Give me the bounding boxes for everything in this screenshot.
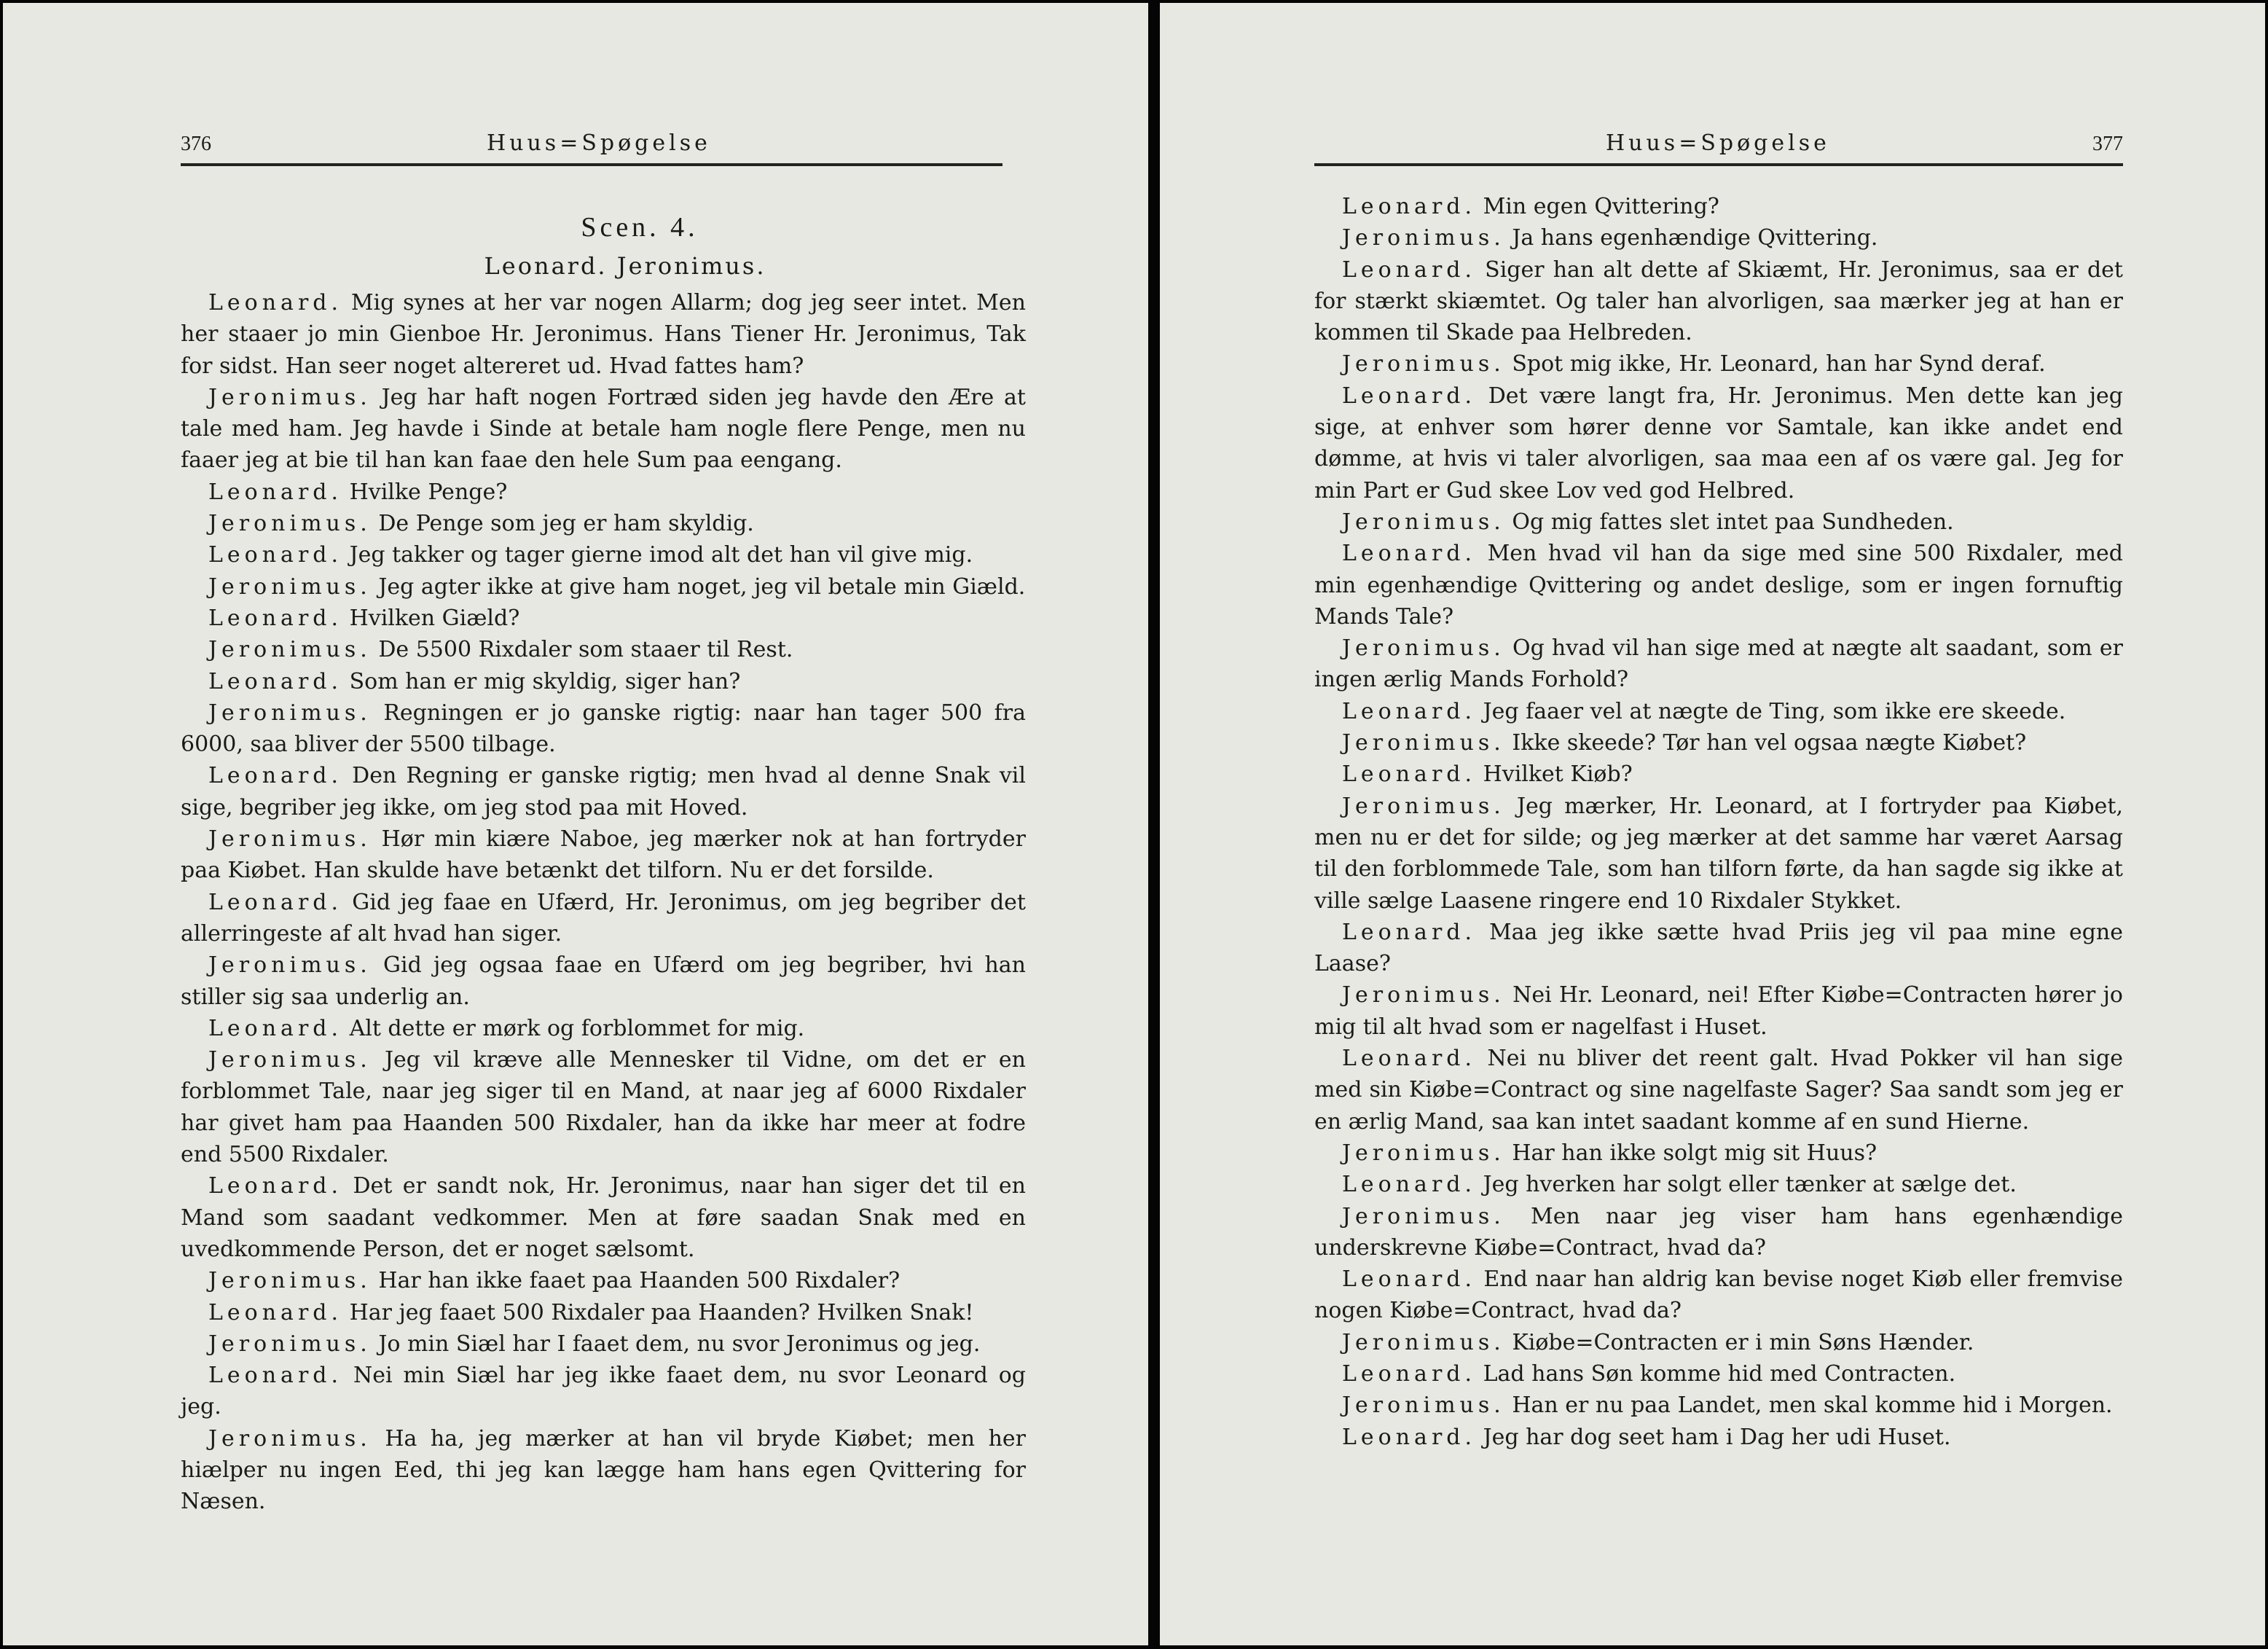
- dialogue-line: [181, 1170, 1026, 1265]
- speaker-name: Leonard.: [1342, 1424, 1477, 1450]
- speaker-name: Leonard.: [1342, 541, 1477, 567]
- speaker-name: Leonard.: [1342, 1360, 1477, 1387]
- speaker-name: Jeronimus.: [208, 637, 372, 663]
- running-title: Huus=Spøgelse: [487, 130, 711, 156]
- speaker-name: Jeronimus.: [208, 826, 372, 853]
- dialogue-line: [181, 1265, 1026, 1296]
- dialogue-text: Spot mig ikke, Hr. Leonard, han har Synd deraf.: [1512, 351, 2046, 377]
- dialogue-text: Nei Hr. Leonard, nei! Efter Kiøbe=Contracten hører jo mig til alt hvad som er nagelfast i Huset.: [1314, 982, 2123, 1040]
- speaker-name: Leonard.: [208, 1015, 343, 1041]
- dialogue-line: [1314, 727, 2123, 759]
- speaker-name: Leonard.: [208, 1363, 343, 1389]
- dialogue-text: Kiøbe=Contracten er i min Søns Hænder.: [1512, 1329, 1974, 1355]
- dialogue-list: [1314, 191, 2123, 1453]
- dialogue-text: De 5500 Rixdaler som staaer til Rest.: [378, 637, 793, 663]
- dialogue-line: [181, 1013, 1026, 1044]
- dialogue-line: [181, 760, 1026, 823]
- dialogue-line: [1314, 759, 2123, 790]
- dialogue-line: [1314, 632, 2123, 696]
- speaker-name: Leonard.: [208, 1299, 343, 1325]
- speaker-name: Leonard.: [1342, 919, 1477, 945]
- dialogue-line: [1314, 1390, 2123, 1421]
- dialogue-line: [1314, 979, 2123, 1043]
- dialogue-text: Og hvad vil han sige med at nægte alt saadant, som er ingen ærlig Mands Forhold?: [1314, 635, 2123, 693]
- speaker-name: Leonard.: [1342, 383, 1477, 409]
- dialogue-text: Ja hans egenhændige Qvittering.: [1512, 225, 1878, 251]
- speaker-name: Leonard.: [208, 290, 343, 316]
- dialogue-text: Mig synes at her var nogen Allarm; dog jeg seer intet. Men her staaer jo min Gienboe Hr. Jeronimus. Hans Tiener Hr. Jeronimus, Tak for sidst. Han seer noget altereret ud. Hvad fattes ham?: [181, 290, 1026, 379]
- dialogue-line: [181, 287, 1026, 382]
- page-number: 377: [2092, 133, 2123, 155]
- dialogue-list: [181, 287, 1026, 1518]
- right-page-header: [1314, 127, 2123, 166]
- dialogue-text: Men naar jeg viser ham hans egenhændige underskrevne Kiøbe=Contract, hvad da?: [1314, 1203, 2123, 1261]
- dialogue-text: Hør min kiære Naboe, jeg mærker nok at han fortryder paa Kiøbet. Han skulde have betænkt det tilforn. Nu er det forsilde.: [181, 826, 1026, 884]
- dialogue-text: Gid jeg ogsaa faae en Ufærd om jeg begriber, hvi han stiller sig saa underlig an.: [181, 952, 1026, 1010]
- dialogue-line: [1314, 1043, 2123, 1137]
- speaker-name: Leonard.: [1342, 1172, 1477, 1198]
- dialogue-line: [181, 823, 1026, 887]
- dialogue-line: [1314, 254, 2123, 349]
- speaker-name: Jeronimus.: [208, 1047, 372, 1073]
- dialogue-text: Alt dette er mørk og forblommet for mig.: [349, 1015, 805, 1041]
- dialogue-line: [181, 571, 1026, 603]
- dialogue-line: [1314, 191, 2123, 222]
- dialogue-text: Ha ha, jeg mærker at han vil bryde Kiøbet; men her hiælper nu ingen Eed, thi jeg kan lægge ham hans egen Qvittering for Næsen.: [181, 1425, 1027, 1515]
- speaker-name: Jeronimus.: [208, 952, 372, 979]
- dialogue-line: [181, 1423, 1026, 1518]
- speaker-name: Jeronimus.: [208, 573, 372, 600]
- speaker-name: Leonard.: [208, 479, 343, 505]
- dialogue-text: Det være langt fra, Hr. Jeronimus. Men dette kan jeg sige, at enhver som hører denne vor Samtale, kan ikke andet end dømme, at hvis vi taler alvorligen, saa maa een af os være gal. Jeg for min Part er Gud skee Lov ved god Helbred.: [1314, 383, 2123, 504]
- dialogue-text: Lad hans Søn komme hid med Contracten.: [1483, 1360, 1956, 1387]
- speaker-name: Jeronimus.: [208, 384, 372, 410]
- dialogue-text: Ikke skeede? Tør han vel ogsaa nægte Kiøbet?: [1512, 730, 2027, 756]
- speaker-name: Jeronimus.: [208, 1331, 372, 1357]
- speaker-name: Jeronimus.: [1342, 1140, 1505, 1166]
- dialogue-line: [181, 1328, 1026, 1360]
- right-page: [1160, 3, 2265, 1645]
- speaker-name: Leonard.: [1342, 698, 1477, 724]
- left-page: [3, 3, 1148, 1645]
- dialogue-text: Siger han alt dette af Skiæmt, Hr. Jeronimus, saa er det for stærkt skiæmtet. Og taler han alvorligen, saa mærker jeg at han er kommen til Skade paa Helbreden.: [1314, 256, 2123, 346]
- dialogue-line: [1314, 696, 2123, 727]
- dialogue-text: Hvilken Giæld?: [349, 605, 520, 631]
- dialogue-line: [181, 949, 1026, 1013]
- speaker-name: Jeronimus.: [1342, 635, 1505, 662]
- dialogue-text: Hvilke Penge?: [349, 479, 508, 505]
- dialogue-text: Jo min Siæl har I faaet dem, nu svor Jeronimus og jeg.: [378, 1331, 981, 1357]
- dialogue-text: Har han ikke solgt mig sit Huus?: [1512, 1140, 1877, 1166]
- dialogue-line: [181, 697, 1026, 761]
- dialogue-text: Regningen er jo ganske rigtig: naar han tager 500 fra 6000, saa bliver der 5500 tilbage.: [181, 700, 1026, 758]
- dialogue-line: [1314, 1422, 2123, 1453]
- dialogue-text: Som han er mig skyldig, siger han?: [349, 668, 741, 694]
- speaker-name: Leonard.: [1342, 1266, 1477, 1293]
- dialogue-text: Den Regning er ganske rigtig; men hvad al denne Snak vil sige, begriber jeg ikke, om jeg stod paa mit Hoved.: [181, 763, 1026, 820]
- dialogue-text: Han er nu paa Landet, men skal komme hid i Morgen.: [1512, 1393, 2113, 1419]
- speaker-name: Leonard.: [208, 1173, 343, 1199]
- speaker-name: Jeronimus.: [1342, 1393, 1505, 1419]
- dialogue-line: [1314, 917, 2123, 980]
- dialogue-line: [1314, 1358, 2123, 1390]
- dialogue-line: [1314, 791, 2123, 917]
- dialogue-text: Har jeg faaet 500 Rixdaler paa Haanden? Hvilken Snak!: [349, 1299, 974, 1325]
- dialogue-text: Jeg hverken har solgt eller tænker at sælge det.: [1483, 1172, 2017, 1198]
- dialogue-line: [181, 1360, 1026, 1423]
- dialogue-text: Jeg faaer vel at nægte de Ting, som ikke ere skeede.: [1483, 698, 2066, 724]
- speaker-name: Jeronimus.: [1342, 730, 1505, 756]
- dialogue-line: [1314, 538, 2123, 632]
- speaker-name: Jeronimus.: [1342, 1329, 1505, 1355]
- dialogue-text: Min egen Qvittering?: [1483, 194, 1719, 219]
- dialogue-text: End naar han aldrig kan bevise noget Kiøb eller fremvise nogen Kiøbe=Contract, hvad da?: [1314, 1266, 2123, 1324]
- dialogue-line: [1314, 1327, 2123, 1358]
- right-page-body: [1314, 191, 2123, 1453]
- dialogue-line: [1314, 506, 2123, 538]
- dialogue-line: [181, 477, 1026, 508]
- dialogue-text: Hvilket Kiøb?: [1483, 761, 1633, 788]
- dialogue-line: [181, 887, 1026, 950]
- dialogue-line: [1314, 380, 2123, 506]
- dialogue-line: [1314, 222, 2123, 254]
- speaker-name: Jeronimus.: [1342, 509, 1505, 535]
- running-title: Huus=Spøgelse: [1606, 130, 1830, 156]
- dialogue-text: Jeg har dog seet ham i Dag her udi Huset.: [1483, 1424, 1951, 1450]
- speaker-name: Leonard.: [1342, 194, 1477, 219]
- dialogue-text: Jeg agter ikke at give ham noget, jeg vil betale min Giæld.: [378, 573, 1026, 600]
- speaker-name: Leonard.: [1342, 761, 1477, 788]
- dialogue-text: Jeg har haft nogen Fortræd siden jeg havde den Ære at tale med ham. Jeg havde i Sinde at betale ham nogle flere Penge, men nu faaer jeg at bie til han kan faae den hele Sum paa eengang.: [181, 384, 1026, 474]
- dialogue-line: [181, 603, 1026, 634]
- speaker-name: Jeronimus.: [1342, 982, 1505, 1008]
- speaker-name: Leonard.: [208, 668, 343, 694]
- speaker-name: Leonard.: [1342, 1046, 1477, 1072]
- speaker-name: Leonard.: [208, 542, 343, 568]
- dialogue-text: Men hvad vil han da sige med sine 500 Rixdaler, med min egenhændige Qvittering og andet deslige, som er ingen fornuftig Mands Tale?: [1314, 541, 2123, 630]
- dialogue-line: [181, 634, 1026, 665]
- dialogue-line: [1314, 1137, 2123, 1169]
- dialogue-line: [181, 666, 1026, 697]
- page-number: 376: [181, 133, 211, 155]
- speaker-name: Jeronimus.: [208, 700, 372, 726]
- dialogue-line: [1314, 1169, 2123, 1200]
- left-page-header: [181, 127, 1002, 166]
- dialogue-text: Jeg takker og tager gierne imod alt det han vil give mig.: [349, 542, 973, 568]
- speaker-name: Jeronimus.: [208, 1425, 372, 1452]
- dialogue-text: Nei nu bliver det reent galt. Hvad Pokker vil han sige med sin Kiøbe=Contract og sine nagelfaste Sager? Saa sandt som jeg er en ærlig Mand, saa kan intet saadant komme af en sund Hierne.: [1314, 1046, 2123, 1135]
- dialogue-line: [181, 382, 1026, 477]
- speaker-name: Jeronimus.: [208, 511, 372, 537]
- dialogue-text: Nei min Siæl har jeg ikke faaet dem, nu svor Leonard og jeg.: [181, 1363, 1026, 1420]
- speaker-name: Leonard.: [208, 763, 343, 789]
- dialogue-line: [1314, 1201, 2123, 1264]
- scene-title: Scen. 4.: [581, 212, 699, 243]
- dialogue-line: [181, 539, 1026, 571]
- speaker-name: Leonard.: [1342, 256, 1477, 283]
- scene-cast: Leonard. Jeronimus.: [484, 252, 766, 280]
- dialogue-text: Gid jeg faae en Ufærd, Hr. Jeronimus, om jeg begriber det allerringeste af alt hvad han siger.: [181, 889, 1026, 947]
- dialogue-text: Maa jeg ikke sætte hvad Priis jeg vil paa mine egne Laase?: [1314, 919, 2123, 977]
- dialogue-text: Og mig fattes slet intet paa Sundheden.: [1512, 509, 1954, 535]
- speaker-name: Jeronimus.: [1342, 793, 1505, 819]
- dialogue-line: [181, 508, 1026, 539]
- left-page-body: [181, 207, 1026, 1518]
- speaker-name: Leonard.: [208, 889, 343, 915]
- speaker-name: Jeronimus.: [1342, 1203, 1505, 1229]
- dialogue-text: Har han ikke faaet paa Haanden 500 Rixdaler?: [378, 1268, 900, 1294]
- speaker-name: Leonard.: [208, 605, 343, 631]
- dialogue-line: [181, 1297, 1026, 1328]
- dialogue-text: Det er sandt nok, Hr. Jeronimus, naar han siger det til en Mand som saadant vedkommer. Men at føre saadan Snak med en uvedkommende Person, det er noget sælsomt.: [181, 1173, 1026, 1262]
- dialogue-text: De Penge som jeg er ham skyldig.: [378, 511, 754, 537]
- speaker-name: Jeronimus.: [1342, 351, 1505, 377]
- speaker-name: Jeronimus.: [1342, 225, 1505, 251]
- dialogue-text: Jeg vil kræve alle Mennesker til Vidne, om det er en forblommet Tale, naar jeg siger til en Mand, at naar jeg af 6000 Rixdaler har givet ham paa Haanden 500 Rixdaler, han da ikke har meer at fodre end 5500 Rixdaler.: [181, 1047, 1026, 1168]
- speaker-name: Jeronimus.: [208, 1268, 372, 1294]
- dialogue-line: [1314, 348, 2123, 380]
- dialogue-line: [181, 1044, 1026, 1170]
- dialogue-text: Jeg mærker, Hr. Leonard, at I fortryder paa Kiøbet, men nu er det for silde; og jeg mærker at det samme har været Aarsag til den forblommede Tale, som han tilforn førte, da han sagde sig ikke at ville sælge Laasene ringere end 10 Rixdaler Stykket.: [1314, 793, 2123, 914]
- dialogue-line: [1314, 1264, 2123, 1327]
